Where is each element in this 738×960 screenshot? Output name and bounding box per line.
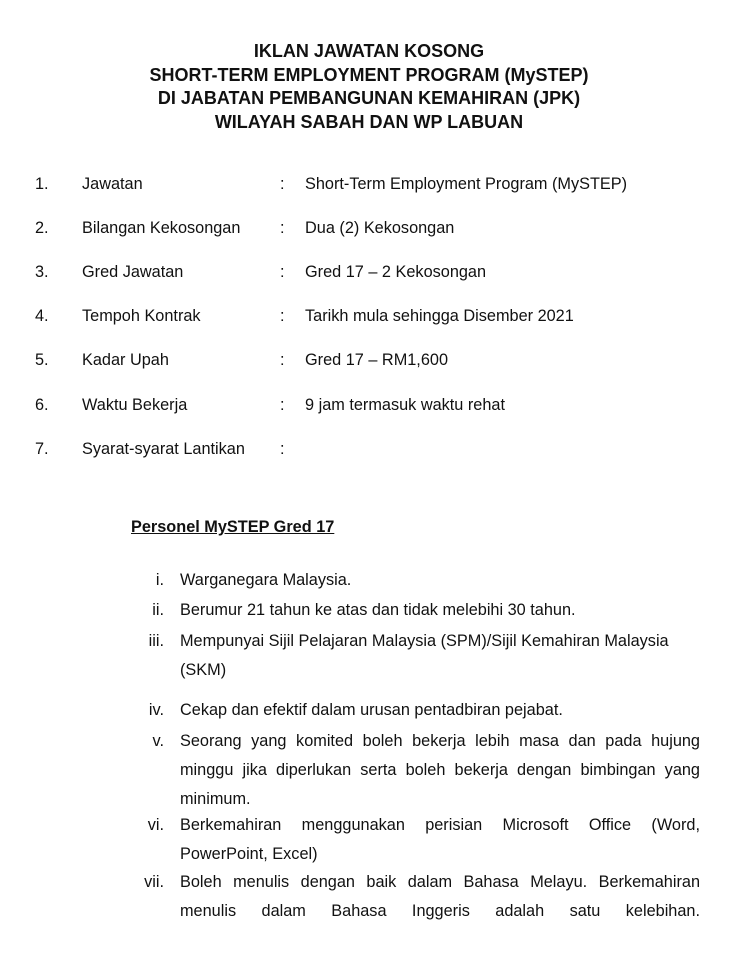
requirement-number: i. <box>155 571 164 589</box>
detail-row-syarat <box>0 440 738 464</box>
title-line-2: SHORT-TERM EMPLOYMENT PROGRAM (MySTEP) <box>149 64 589 85</box>
detail-value: Gred 17 – RM1,600 <box>305 351 448 369</box>
title-line-3: DI JABATAN PEMBANGUNAN KEMAHIRAN (JPK) <box>157 88 581 108</box>
detail-value: Gred 17 – 2 Kekosongan <box>305 263 487 281</box>
detail-row-waktu <box>0 396 738 420</box>
requirement-line: menulis dalam Bahasa Inggeris adalah satu kelebihan. <box>180 902 700 920</box>
detail-row-jawatan <box>0 175 738 199</box>
detail-number: 3. <box>35 263 49 281</box>
detail-value: Dua (2) Kekosongan <box>305 219 455 237</box>
detail-colon: : <box>280 351 285 369</box>
requirement-line: Seorang yang komited boleh bekerja lebih masa dan pada hujung <box>180 732 700 750</box>
requirement-number: vii. <box>144 873 164 891</box>
requirement-line: Warganegara Malaysia. <box>180 571 352 589</box>
requirement-line: minimum. <box>180 790 251 808</box>
requirement-line: Berkemahiran menggunakan perisian Microsoft Office (Word, <box>180 816 700 834</box>
detail-label: Gred Jawatan <box>82 263 184 281</box>
requirement-text <box>180 696 700 725</box>
requirement-number: iv. <box>148 701 164 719</box>
detail-number: 7. <box>35 440 49 458</box>
detail-row-gred <box>0 263 738 287</box>
detail-row-kadar-upah <box>0 351 738 375</box>
requirement-number: vi. <box>147 816 164 834</box>
requirement-line: (SKM) <box>180 661 227 679</box>
section-heading: Personel MySTEP Gred 17 <box>131 518 335 536</box>
detail-label: Syarat-syarat Lantikan <box>82 440 245 458</box>
requirement-text <box>180 727 700 814</box>
detail-colon: : <box>280 175 285 193</box>
detail-label: Tempoh Kontrak <box>82 307 201 325</box>
requirement-line: Mempunyai Sijil Pelajaran Malaysia (SPM)/Sijil Kemahiran Malaysia <box>180 632 669 650</box>
detail-number: 6. <box>35 396 49 414</box>
detail-number: 2. <box>35 219 49 237</box>
detail-number: 4. <box>35 307 49 325</box>
requirement-number: iii. <box>148 632 164 650</box>
detail-colon: : <box>280 396 285 414</box>
detail-colon: : <box>280 263 285 281</box>
detail-label: Kadar Upah <box>82 351 169 369</box>
detail-value: 9 jam termasuk waktu rehat <box>305 396 505 414</box>
detail-label: Waktu Bekerja <box>82 396 188 414</box>
requirement-number: v. <box>152 732 164 750</box>
detail-value: Tarikh mula sehingga Disember 2021 <box>305 307 574 325</box>
requirement-text <box>180 868 700 926</box>
requirement-line: Cekap dan efektif dalam urusan pentadbiran pejabat. <box>180 701 563 719</box>
requirement-text <box>180 596 700 625</box>
document-title <box>0 40 738 134</box>
detail-number: 1. <box>35 175 49 193</box>
requirement-text <box>180 811 700 869</box>
detail-label: Bilangan Kekosongan <box>82 219 241 237</box>
requirement-line: PowerPoint, Excel) <box>180 845 318 863</box>
requirement-text <box>180 566 700 595</box>
detail-row-bilangan <box>0 219 738 243</box>
requirement-text <box>180 627 700 685</box>
detail-colon: : <box>280 219 285 237</box>
title-line-4: WILAYAH SABAH DAN WP LABUAN <box>214 111 524 132</box>
detail-row-tempoh <box>0 307 738 331</box>
requirement-number: ii. <box>152 601 164 619</box>
detail-label: Jawatan <box>82 175 143 193</box>
detail-value: Short-Term Employment Program (MySTEP) <box>305 175 628 193</box>
requirement-line: Berumur 21 tahun ke atas dan tidak melebihi 30 tahun. <box>180 601 576 619</box>
requirement-line: Boleh menulis dengan baik dalam Bahasa Melayu. Berkemahiran <box>180 873 700 891</box>
title-line-1: IKLAN JAWATAN KOSONG <box>253 41 485 61</box>
detail-number: 5. <box>35 351 49 369</box>
requirement-line: minggu jika diperlukan serta boleh bekerja dengan bimbingan yang <box>180 761 700 779</box>
detail-colon: : <box>280 307 285 325</box>
detail-colon: : <box>280 440 285 458</box>
